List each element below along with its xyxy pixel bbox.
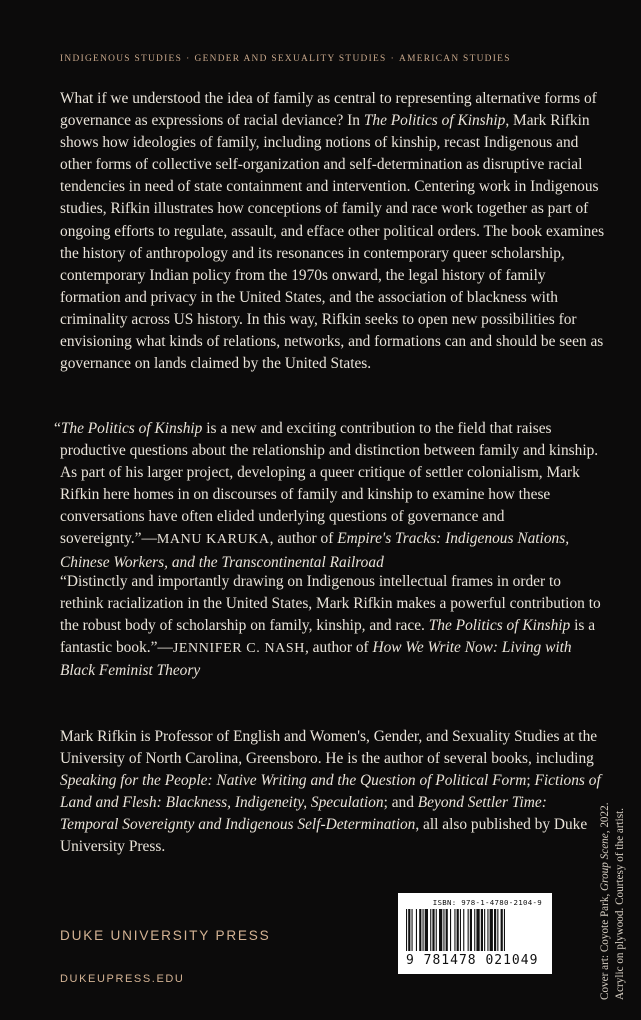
bio-book-3: Beyond Settler Time: Temporal Sovereignty and Indigenous Self-Determination [60, 794, 547, 834]
barcode-bar [501, 909, 503, 951]
barcode-bar [468, 909, 469, 951]
book-description [60, 88, 605, 375]
barcode-bar [439, 909, 442, 951]
barcode-digits: 9 781478 021049 [406, 953, 539, 968]
barcode-bar [481, 909, 483, 951]
barcode-bar [490, 909, 493, 951]
barcode-bar [419, 909, 421, 951]
barcode-bar [460, 909, 461, 951]
blurb1-work: Empire's Tracks: Indigenous Nations, Chinese Workers, and the Transcontinental Railroad [60, 530, 570, 571]
bio-separator-1: ; [526, 772, 535, 790]
barcode-bar [412, 909, 413, 951]
barcode-bars [404, 909, 544, 953]
barcode-bar [450, 909, 451, 951]
blurb2-text: “Distinctly and importantly drawing on Indigenous intellectual frames in order to rethink racialization in the United States, Mark Rifkin makes a powerful contribution to the robust body of scholarship on family, kinship, and race. [60, 573, 601, 635]
blurb1-book-title: The Politics of Kinship [60, 420, 203, 437]
bio-text-1: Mark Rifkin is Professor of English and Women's, Gender, and Sexuality Studies at the University of North Carolina, Greensboro. He is the author of several books, including [60, 728, 598, 768]
bio-book-2: Fictions of Land and Flesh: Blackness, Indigeneity, Speculation [60, 772, 601, 812]
credit-prefix: Cover art: Coyote Park, [599, 890, 611, 1000]
barcode-bar [504, 909, 505, 951]
subject-categories [60, 54, 600, 64]
subject-separator: · [186, 54, 191, 64]
blurb1-author: MANU KARUKA [156, 532, 270, 548]
subject-indigenous: INDIGENOUS STUDIES [60, 54, 183, 64]
barcode-bar [423, 909, 424, 951]
blurb-nash [60, 571, 605, 682]
subject-separator: · [390, 54, 396, 64]
barcode-bar [406, 909, 407, 951]
publisher-name: DUKE UNIVERSITY PRESS [60, 928, 271, 943]
barcode-bar [446, 909, 448, 951]
isbn-label: ISBN: 978-1-4780-2104-9 [432, 898, 542, 907]
bio-book-1: Speaking for the People: Native Writing and the Question of Political Form [60, 772, 527, 790]
barcode-bar [484, 909, 485, 951]
blurb2-book-title: The Politics of Kinship [428, 617, 571, 635]
isbn-barcode [398, 893, 552, 974]
publisher-website: DUKEUPRESS.EDU [60, 973, 185, 985]
subject-american: AMERICAN STUDIES [399, 54, 511, 64]
blurb1-author-of: , author of [269, 530, 338, 548]
blurb1-open-quote: “ [54, 420, 61, 437]
barcode-bar [494, 909, 496, 951]
barcode-bar [457, 909, 459, 951]
barcode-bar [463, 909, 464, 951]
barcode-bar [416, 909, 417, 951]
description-intro: What if we understood the idea of family as central to representing alternative forms of governance as expressions of racial deviance? In [60, 90, 597, 130]
blurb1-text: is a new and exciting contribution to the field that raises productive questions about the relationship and distinction between family and kinship. As part of his larger project, developing a queer critique of settler colonialism, Mark Rifkin here homes in on discourses of family and kinship to examine how these conversations have often elided underlying questions of governance and sovereignty.”— [60, 420, 599, 548]
barcode-bar [454, 909, 455, 951]
barcode-bar [436, 909, 437, 951]
blurb-karuka [54, 418, 605, 574]
credit-suffix: , 2022. [599, 802, 611, 834]
barcode-bar [476, 909, 479, 951]
blurb2-text-end: is a fantastic book.”— [60, 617, 596, 657]
credit-line-2: Acrylic on plywood. Courtesy of the artist. [613, 807, 626, 1000]
bio-separator-2: ; and [383, 794, 418, 812]
barcode-bar [487, 909, 488, 951]
description-book-title: The Politics of Kinship [363, 112, 506, 130]
barcode-bar [497, 909, 498, 951]
blurb2-author-of: , author of [304, 639, 373, 657]
barcode-bar [443, 909, 444, 951]
blurb2-author: JENNIFER C. NASH [172, 641, 305, 657]
credit-artwork-title: Group Scene [599, 833, 611, 891]
description-body: , Mark Rifkin shows how ideologies of family, including notions of kinship, recast Indigenous and other forms of collective self-organization and self-determination as disruptive racial tendencies in need of state containment and intervention. Centering work in Indigenous studies, Rifkin illustrates how conceptions of family and race work together as part of ongoing efforts to regulate, assault, and efface other political orders. The book examines the history of anthropology and its resonances in contemporary queer scholarship, contemporary Indian policy from the 1970s onward, the legal history of family formation and privacy in the United States, and the association of blackness with criminality across US history. In this way, Rifkin seeks to open new possibilities for envisioning what kinds of relations, networks, and formations can and should be seen as governance on lands claimed by the United States. [60, 112, 605, 373]
barcode-bar [470, 909, 472, 951]
barcode-bar [430, 909, 431, 951]
author-bio [60, 726, 605, 859]
cover-art-credit [598, 710, 628, 1000]
barcode-bar [408, 909, 410, 951]
barcode-bar [432, 909, 434, 951]
subject-gender: GENDER AND SEXUALITY STUDIES [194, 54, 387, 64]
bio-text-2: , all also published by Duke University Press. [60, 816, 588, 856]
barcode-bar [474, 909, 475, 951]
credit-line-1 [598, 710, 613, 1000]
barcode-bar [425, 909, 428, 951]
blurb2-work: How We Write Now: Living with Black Feminist Theory [60, 639, 572, 680]
